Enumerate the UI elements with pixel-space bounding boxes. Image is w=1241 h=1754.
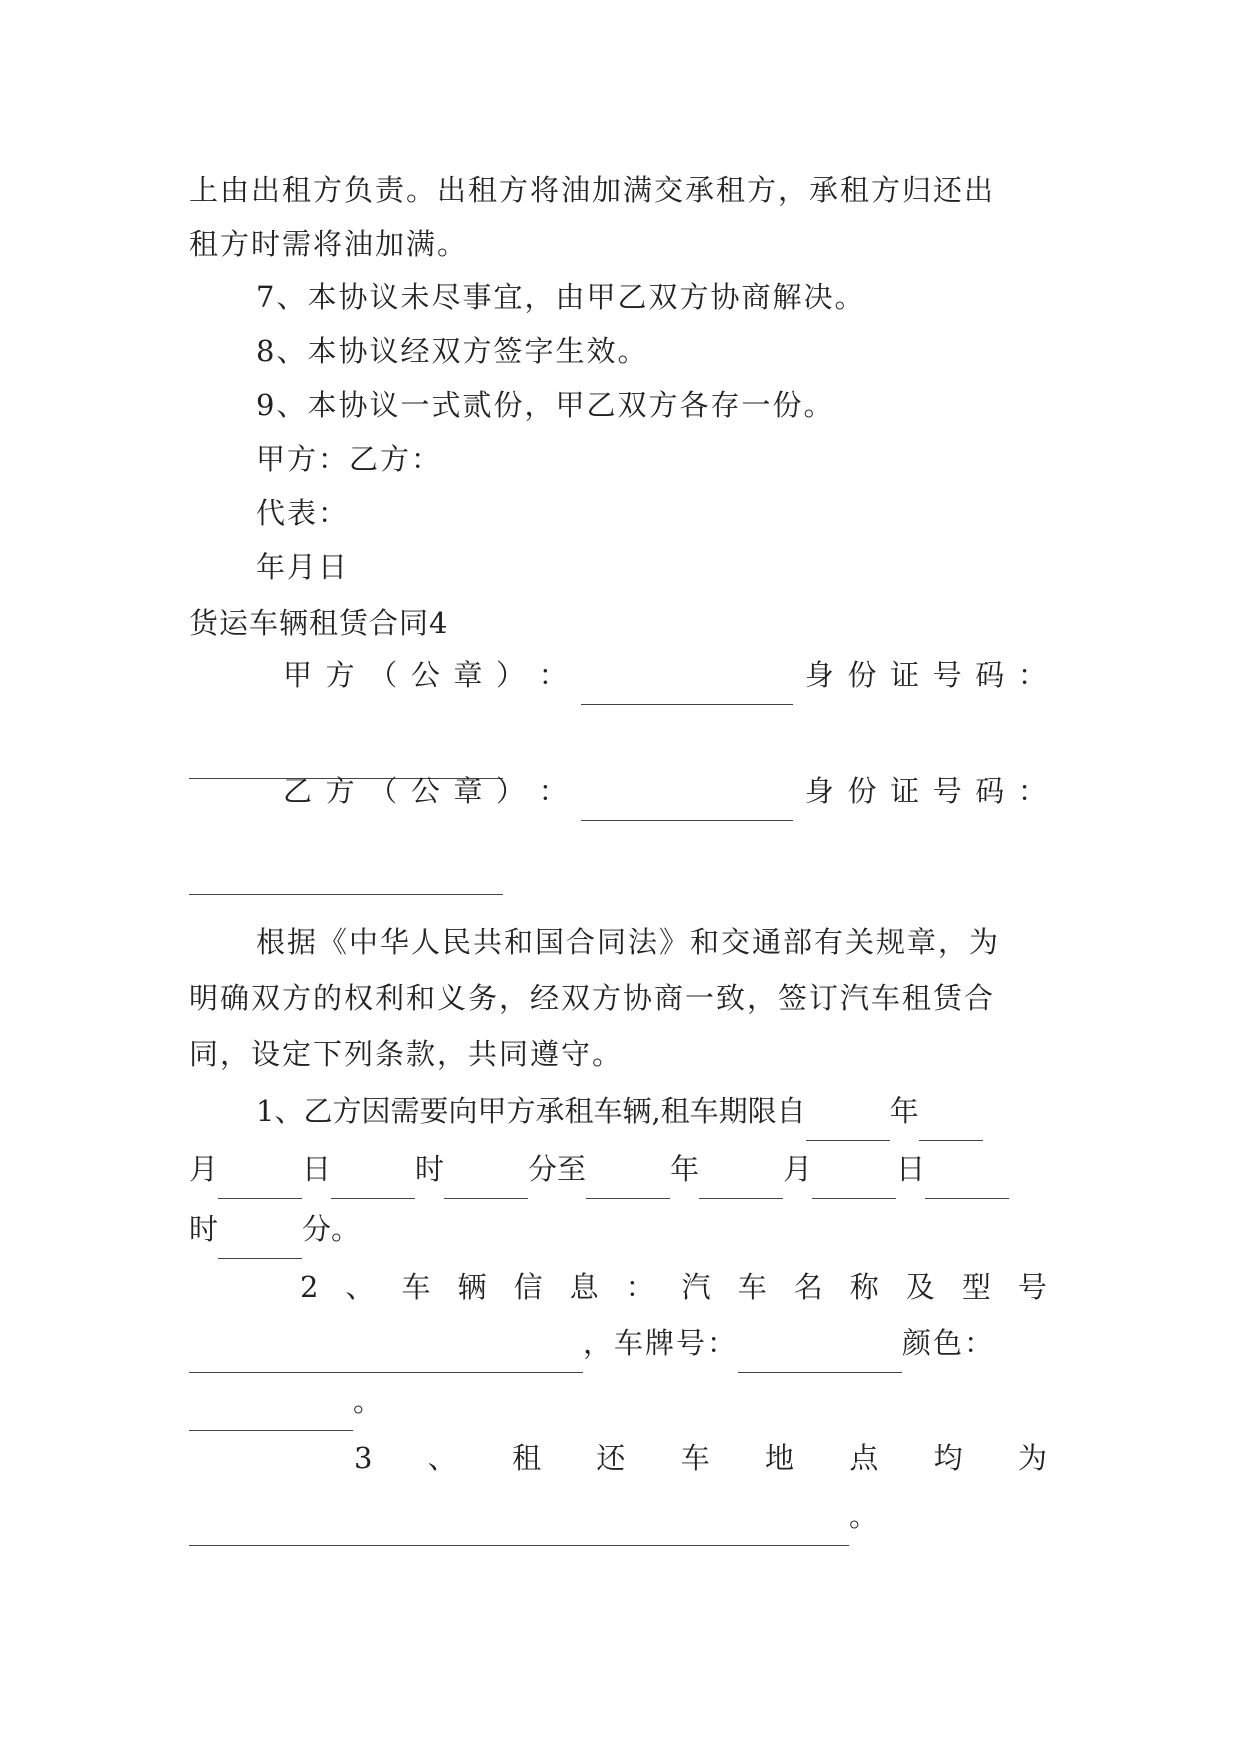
clause-2-line2 [189,1313,1049,1373]
minute-to-label: 分至 [528,1152,587,1186]
clause-1-text: 1、乙方因需要向甲方承租车辆,租车期限自 [256,1094,806,1128]
party-a-id-char: 证 [890,658,922,692]
clause-3-line2 [189,1486,1049,1546]
clause-3-end: 。 [849,1499,881,1533]
party-b-id-line [189,835,1049,895]
party-b-char: ） [496,774,528,808]
party-b-char: 章 [453,774,485,808]
signature-representative: 代表： [256,496,350,530]
party-b-id-char: 身 [804,774,836,808]
color-label: 颜色： [902,1326,996,1360]
end-minute-blank[interactable] [218,1220,302,1259]
party-a-id-char: 号 [932,658,964,692]
party-a-char: ） [496,658,528,692]
paragraph-line: 上由出租方负责。出租方将油加满交承租方，承租方归还出 [189,173,996,207]
intro-line: 同，设定下列条款，共同遵守。 [189,1037,624,1071]
clause-3-char: 为 [1017,1441,1049,1475]
clause-2-char: 称 [849,1270,881,1304]
clause-1-line1 [256,1081,1049,1141]
start-hour-blank[interactable] [331,1160,415,1199]
party-b-id-char: 码 [975,774,1007,808]
clause-8: 8、本协议经双方签字生效。 [256,334,649,368]
clause-2-line1 [300,1257,1049,1317]
month-label: 月 [189,1152,219,1186]
vehicle-model-blank[interactable] [189,1334,583,1373]
signature-date: 年月日 [256,550,350,584]
clause-3-char: 点 [849,1441,881,1475]
clause-2-char: 号 [1017,1270,1049,1304]
clause-3-char: 3 [354,1441,375,1475]
intro-line: 根据《中华人民共和国合同法》和交通部有关规章，为 [256,925,1001,959]
clause-2-char: ： [625,1270,657,1304]
party-a-char: （ [368,658,400,692]
clause-1-line2 [189,1139,1049,1199]
party-b-id-char: 证 [890,774,922,808]
clause-3-char: 地 [765,1441,797,1475]
day-label: 日 [896,1152,926,1186]
clause-3-char: 租 [512,1441,544,1475]
minute-end-label: 分。 [302,1212,361,1246]
clause-2-char: 、 [345,1270,377,1304]
clause-7: 7、本协议未尽事宜，由甲乙双方协商解决。 [256,280,866,314]
end-month-blank[interactable] [699,1160,783,1199]
clause-2-char: 及 [905,1270,937,1304]
clause-2-end: 。 [353,1384,385,1418]
clause-2-char: 汽 [681,1270,713,1304]
party-a-id-char: 码 [975,658,1007,692]
party-a-seal-blank[interactable] [581,666,793,705]
party-b-id-char: 号 [932,774,964,808]
party-a-line [283,645,1049,705]
hour-label: 时 [189,1212,219,1246]
paragraph-line: 租方时需将油加满。 [189,227,469,261]
month-label: 月 [783,1152,813,1186]
start-minute-blank[interactable] [444,1160,528,1199]
signature-parties: 甲方：乙方： [256,442,443,476]
party-b-id-char: 份 [847,774,879,808]
party-a-char: 方 [325,658,357,692]
party-b-id-blank[interactable] [189,864,503,895]
clause-2-char: 名 [793,1270,825,1304]
start-day-blank[interactable] [218,1160,302,1199]
party-b-char: （ [368,774,400,808]
clause-2-char: 息 [569,1270,601,1304]
party-a-char: ： [538,658,570,692]
contract-title: 货运车辆租赁合同4 [189,606,449,640]
party-b-char: 乙 [283,774,315,808]
clause-2-char: 信 [513,1270,545,1304]
party-b-char: 方 [325,774,357,808]
clause-1-line3 [189,1199,1049,1259]
party-b-seal-blank[interactable] [581,782,793,821]
day-label: 日 [302,1152,332,1186]
pickup-return-location-blank[interactable] [189,1507,849,1546]
clause-2-char: 车 [737,1270,769,1304]
end-day-blank[interactable] [812,1160,896,1199]
plate-label: ，车牌号： [583,1326,739,1360]
party-a-char: 甲 [283,658,315,692]
end-year-blank[interactable] [586,1160,670,1199]
party-a-char: 公 [410,658,442,692]
vehicle-color-blank[interactable] [189,1392,353,1431]
party-b-char: ： [538,774,570,808]
year-label: 年 [889,1094,919,1128]
start-year-blank[interactable] [806,1102,890,1141]
clause-2-line3 [189,1371,1049,1431]
intro-line: 明确双方的权利和义务，经双方协商一致，签订汽车租赁合 [189,981,996,1015]
clause-9: 9、本协议一式贰份，甲乙双方各存一份。 [256,388,835,422]
party-a-id-char: 份 [847,658,879,692]
clause-3-char: 、 [427,1441,459,1475]
clause-3-char: 还 [596,1441,628,1475]
clause-2-char: 辆 [457,1270,489,1304]
year-label: 年 [670,1152,700,1186]
hour-label: 时 [415,1152,445,1186]
party-a-id-char: ： [1017,658,1049,692]
clause-3-line1 [354,1428,1049,1488]
clause-2-char: 车 [401,1270,433,1304]
plate-number-blank[interactable] [738,1334,902,1373]
start-month-blank[interactable] [919,1102,983,1141]
party-b-char: 公 [410,774,442,808]
clause-2-char: 2 [300,1270,321,1304]
clause-3-char: 均 [933,1441,965,1475]
party-b-line [283,761,1049,821]
clause-2-char: 型 [961,1270,993,1304]
clause-3-char: 车 [680,1441,712,1475]
party-b-id-char: ： [1017,774,1049,808]
party-a-char: 章 [453,658,485,692]
end-hour-blank[interactable] [925,1160,1009,1199]
party-a-id-char: 身 [804,658,836,692]
